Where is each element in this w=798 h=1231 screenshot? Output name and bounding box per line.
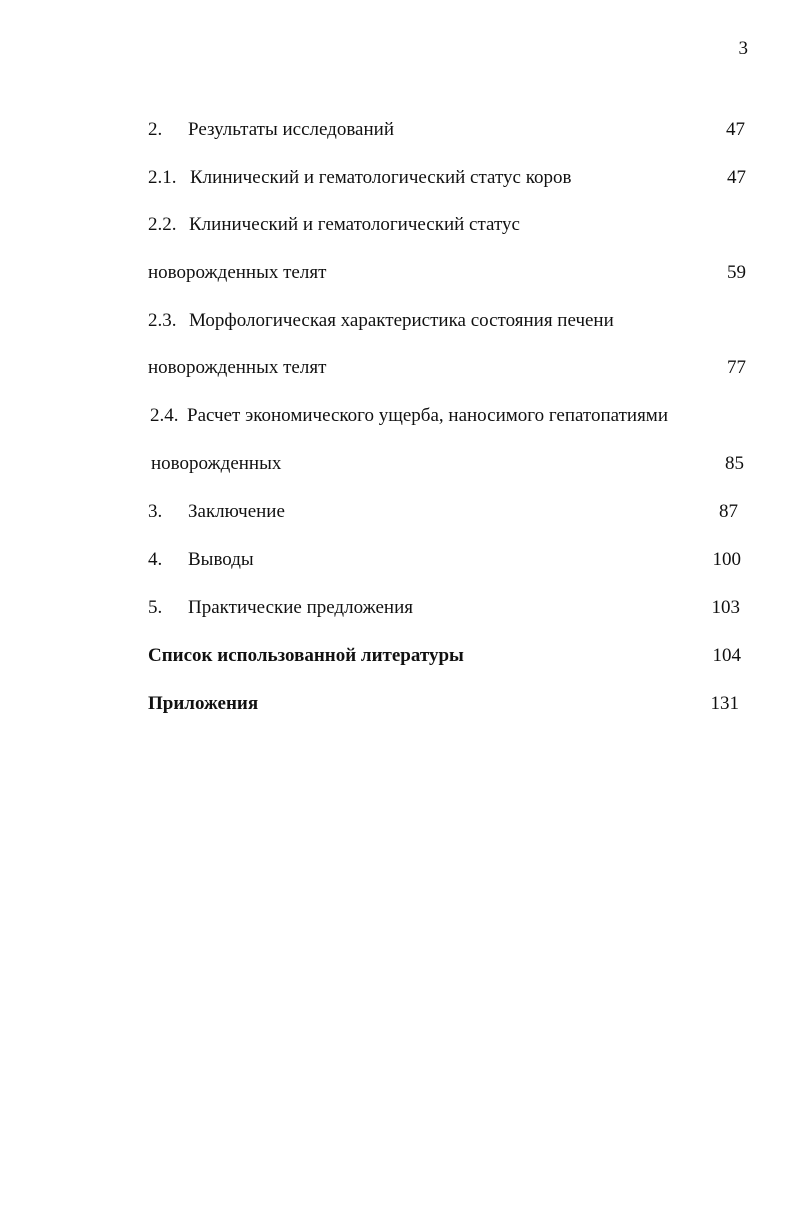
toc-entry-page: 103 [711, 597, 740, 618]
toc-entry-2-4 [0, 404, 798, 428]
toc-entry-2-2-continuation [0, 261, 798, 285]
toc-entry-number: 2.1. [148, 167, 177, 188]
toc-entry-2-1 [0, 166, 798, 190]
toc-entry-5 [0, 596, 798, 620]
toc-entry-number: 2.3. [148, 310, 177, 331]
toc-entry-references [0, 644, 798, 668]
toc-entry-appendices [0, 692, 798, 716]
toc-entry-2-4-continuation [0, 452, 798, 476]
toc-entry-number: 2. [148, 119, 163, 140]
toc-entry-number: 2.2. [148, 214, 177, 235]
toc-entry-title: Заключение [188, 501, 285, 522]
toc-entry-page: 47 [727, 167, 746, 188]
toc-entry-number: 4. [148, 549, 163, 570]
toc-entry-number: 2.4. [150, 405, 179, 426]
toc-entry-page: 100 [712, 549, 741, 570]
toc-entry-2 [0, 118, 798, 142]
toc-entry-title: Морфологическая характеристика состояния печени [189, 310, 614, 331]
toc-entry-page: 131 [710, 693, 739, 714]
toc-entry-title-continuation: новорожденных телят [148, 262, 327, 283]
page-number: 3 [738, 38, 748, 59]
toc-entry-page: 77 [727, 357, 746, 378]
toc-entry-title: Практические предложения [188, 597, 413, 618]
toc-entry-page: 104 [712, 645, 741, 666]
toc-entry-2-2 [0, 213, 798, 237]
toc-entry-3 [0, 500, 798, 524]
toc-entry-4 [0, 548, 798, 572]
toc-entry-title: Список использованной литературы [148, 645, 464, 666]
toc-entry-number: 3. [148, 501, 163, 522]
toc-entry-title-continuation: новорожденных телят [148, 357, 327, 378]
toc-entry-page: 87 [719, 501, 738, 522]
toc-entry-number: 5. [148, 597, 163, 618]
toc-entry-page: 85 [725, 453, 744, 474]
toc-entry-title: Приложения [148, 693, 259, 714]
toc-entry-page: 47 [726, 119, 745, 140]
toc-entry-title-continuation: новорожденных [151, 453, 282, 474]
toc-entry-title: Клинический и гематологический статус [189, 214, 520, 235]
toc-entry-title: Результаты исследований [188, 119, 394, 140]
toc-entry-title: Клинический и гематологический статус коров [190, 167, 572, 188]
toc-entry-title: Выводы [188, 549, 254, 570]
toc-entry-title: Расчет экономического ущерба, наносимого гепатопатиями [187, 405, 668, 426]
toc-entry-2-3 [0, 309, 798, 333]
toc-entry-2-3-continuation [0, 356, 798, 380]
toc-entry-page: 59 [727, 262, 746, 283]
